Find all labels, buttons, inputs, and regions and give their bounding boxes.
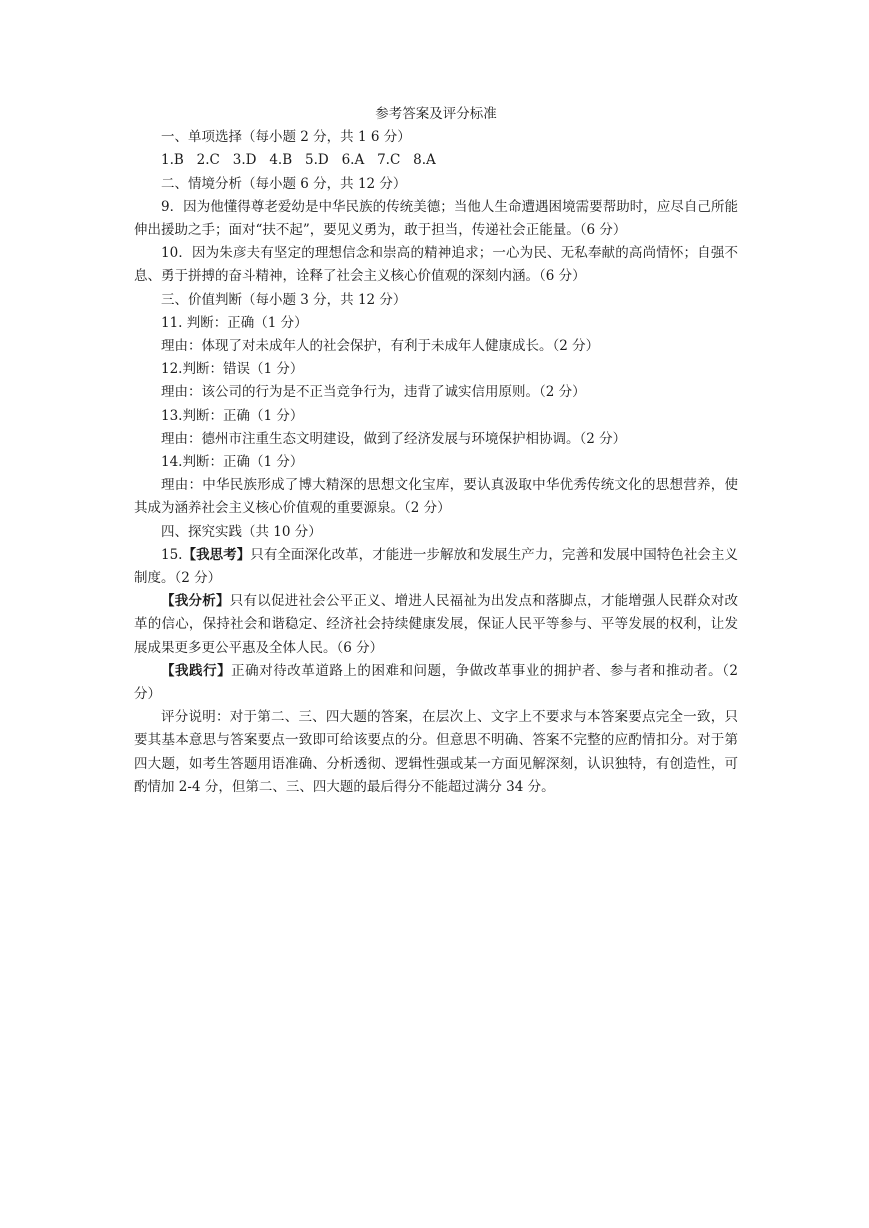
practice-label: 【我践行】 — [161, 662, 232, 679]
practice-text: 正确对待改革道路上的困难和问题，争做改革事业的拥护者、参与者和推动者。（2 分） — [134, 662, 739, 703]
question-12-reason: 理由：该公司的行为是不正当竞争行为，违背了诚实信用原则。（2 分） — [161, 384, 586, 401]
grading-note: 评分说明：对于第二、三、四大题的答案，在层次上、文字上不要求与本答案要点完全一致，只要其基本意思与答案要点一致即可给该要点的分。但意思不明确、答案不完整的应酌情扣分。对于第四大题，如考生答题用语准确、分析透彻、逻辑性强或某一方面见解深刻，认识独特，有创造性，可酌情加 2-4 分，但第二、三、四大题的最后得分不能超过满分 34 分。 — [134, 709, 738, 795]
answer-sheet — [134, 103, 738, 799]
question-15-think — [134, 544, 738, 590]
question-12-judgement: 12.判断：错误（1 分） — [161, 361, 304, 378]
question-14-judgement: 14.判断：正确（1 分） — [161, 454, 304, 471]
analyze-text: 只有以促进社会公平正义、增进人民福祉为出发点和落脚点，才能增强人民群众对改革的信心，保持社会和谐稳定、经济社会持续健康发展，保证人民平等参与、平等发展的权利，让发展成果更多更公平惠及全体人民。（6 分） — [134, 593, 739, 656]
question-15-practice — [134, 660, 738, 706]
think-label: 【我思考】 — [182, 546, 251, 563]
question-11-reason: 理由：体现了对未成年人的社会保护，有利于未成年人健康成长。（2 分） — [161, 338, 600, 355]
section-4-heading: 四、探究实践（共 10 分） — [161, 523, 322, 540]
analyze-label: 【我分析】 — [161, 593, 230, 610]
question-15-analyze — [134, 590, 738, 660]
section-3-heading: 三、价值判断（每小题 3 分，共 12 分） — [161, 291, 407, 308]
section-2-heading: 二、情境分析（每小题 6 分，共 12 分） — [161, 175, 407, 192]
page-title: 参考答案及评分标准 — [375, 106, 497, 122]
think-text: 只有全面深化改革，才能进一步解放和发展生产力，完善和发展中国特色社会主义制度。（2 分） — [134, 546, 739, 587]
question-11-judgement: 11. 判断：正确（1 分） — [161, 314, 308, 331]
section-1-heading: 一、单项选择（每小题 2 分，共 1 6 分） — [161, 129, 411, 146]
question-9-answer: 9．因为他懂得尊老爱幼是中华民族的传统美德；当他人生命遭遇困境需要帮助时，应尽自己所能伸出援助之手；面对“扶不起”，要见义勇为，敢于担当，传递社会正能量。（6 分） — [134, 198, 738, 239]
question-15-number: 15. — [161, 546, 183, 563]
section-1-answers: 1.B 2.C 3.D 4.B 5.D 6.A 7.C 8.A — [161, 152, 436, 169]
question-14-reason: 理由：中华民族形成了博大精深的思想文化宝库，要认真汲取中华优秀传统文化的思想营养，使其成为涵养社会主义核心价值观的重要源泉。（2 分） — [134, 477, 738, 517]
question-10-answer: 10．因为朱彦夫有坚定的理想信念和崇高的精神追求；一心为民、无私奉献的高尚情怀；自强不息、勇于拼搏的奋斗精神，诠释了社会主义核心价值观的深刻内涵。（6 分） — [134, 245, 738, 285]
question-13-reason: 理由：德州市注重生态文明建设，做到了经济发展与环境保护相协调。（2 分） — [161, 430, 627, 447]
question-13-judgement: 13.判断：正确（1 分） — [161, 407, 304, 424]
